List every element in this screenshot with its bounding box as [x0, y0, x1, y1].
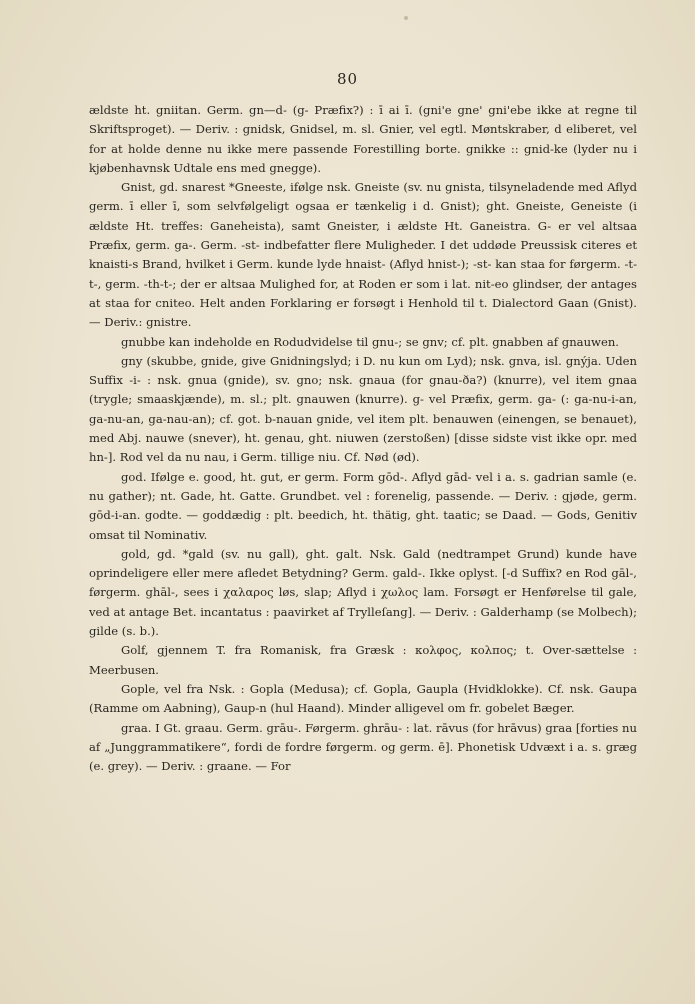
- entry-gny: gny (skubbe, gnide, give Gnidningslyd; i D. nu kun om Lyd); nsk. gnva, isl. gnýja. Uden Suffix -i- : nsk. gnua (gnide), sv. gno; nsk. gnaua (for gnau-ða?) (knurre), vel item gnaa (trygle; smaaskjænde), m. sl.; plt. gnauwen (knurre). g- vel Præfix, germ. ga- (: ga-nu-i-an, ga-nu-an, ga-nau-an); cf. got. b-nauan gnide, vel item plt. benauwen (einengen, se benauet), med Abj. nauwe (snever), ht. genau, ght. niuwen (zerstoßen) [disse sidste vist ikke opr. med hn-]. Rod vel da nu nau, i Germ. tillige niu. Cf. Nød (ød).: [89, 353, 637, 465]
- paper-stain: [404, 16, 408, 20]
- entry-golf: Golf, gjennem T. fra Romanisk, fra Græsk : κολφος, κολπος; t. Over-sættelse : Meerbusen.: [89, 643, 637, 677]
- paragraph-continuation: ældste ht. gniitan. Germ. gn—d- (g- Præfix?) : ī ai ī. (gni'e gne' gni'ebe ikke at regne til Skriftsproget). — Deriv. : gnidsk, Gnidsel, m. sl. Gnier, vel egtl. Møntskraber, d eliberet, vel for at holde denne nu ikke mere passende Forestilling borte. gnikke :: gnid-ke (lyder nu i kjøbenhavnsk Udtale ens med gnegge).: [89, 103, 637, 175]
- entry-god: god. Ifølge e. good, ht. gut, er germ. Form gōd-. Aflyd gād- vel i a. s. gadrian samle (e. nu gather); nt. Gade, ht. Gatte. Grundbet. vel : forenelig, passende. — Deriv. : gjøde, germ. gōd-i-an. godte. — goddædig : plt. beedich, ht. thätig, ght. taatic; se Daad. — Gods, Genitiv omsat til Nominativ.: [89, 469, 637, 542]
- entry-gold: gold, gd. *gald (sv. nu gall), ght. galt. Nsk. Gald (nedtrampet Grund) kunde have oprindeligere eller mere afledet Betydning? Germ. gald-. Ikke oplyst. [-d Suffix? en Rod gāl-, førgerm. ghāl-, sees i χαλαρος løs, slap; Aflyd i χωλος lam. Forsøgt er Henførelse til gale, ved at antage Bet. incantatus : paavirket af Trylleſang]. — Deriv. : Galderhamp (se Molbech); gilde (s. b.).: [89, 546, 637, 639]
- entry-gople: Gople, vel fra Nsk. : Gopla (Medusa); cf. Gopla, Gaupla (Hvidklokke). Cf. nsk. Gaupa (Ramme om Aabning), Gaup-n (hul Haand). Minder alligevel om fr. gobelet Bæger.: [89, 681, 637, 716]
- entry-gnubbe: gnubbe kan indeholde en Rodudvidelse til gnu-; se gnv; cf. plt. gnabben af gnauwen.: [121, 334, 619, 349]
- page-number: 80: [336, 70, 359, 88]
- dictionary-text: [89, 101, 637, 776]
- entry-gnist: Gnist, gd. snarest *Gneeste, ifølge nsk. Gneiste (sv. nu gnista, tilsyneladende med Aflyd germ. ī eller ī, som selvfølgeligt ogsaa er tænkelig i d. Gnist); ght. Gneiste, Geneiste (i ældste Ht. treffes: Ganeheista), samt Gneister, i ældste Ht. Ganeistra. G- er vel altsaa Præfix, germ. ga-. Germ. -st- indbefatter flere Muligheder. I det uddøde Preussisk citeres et knaisti-s Brand, hvilket i Germ. kunde lyde hnaist- (Aflyd hnist-); -st- kan staa for førgerm. -t-t-, germ. -th-t-; der er altsaa Mulighed for, at Roden er som i lat. nit-eo glindser, der antages at staa for cniteo. Helt anden Forklaring er forsøgt i Henhold til t. Dialectord Gaan (Gnist). — Deriv.: gnistre.: [89, 180, 637, 330]
- entry-graa: graa. I Gt. graau. Germ. grāu-. Førgerm. ghrāu- : lat. rāvus (for hrāvus) graa [forties nu af „Junggrammatikere“, fordi de fordre førgerm. og germ. ē]. Phonetisk Udvæxt i a. s. græg (e. grey). — Deriv. : graane. — For: [89, 720, 637, 774]
